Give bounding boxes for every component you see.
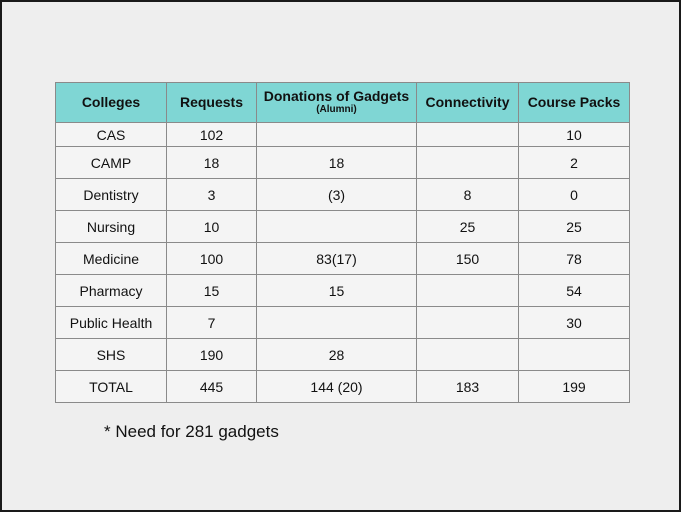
cell-course-packs: 10 <box>519 123 630 147</box>
slide <box>2 2 679 510</box>
cell-donations: 28 <box>257 339 417 371</box>
gadget-need-note: * Need for 281 gadgets <box>104 422 279 441</box>
cell-requests: 100 <box>167 243 257 275</box>
cell-requests: 102 <box>167 123 257 147</box>
table-row <box>56 123 630 147</box>
header-donations <box>257 83 417 123</box>
cell-course-packs: 78 <box>519 243 630 275</box>
cell-course-packs: 25 <box>519 211 630 243</box>
cell-donations: 15 <box>257 275 417 307</box>
cell-college: Pharmacy <box>56 275 167 307</box>
cell-course-packs: 0 <box>519 179 630 211</box>
cell-donations <box>257 123 417 147</box>
cell-requests: 7 <box>167 307 257 339</box>
cell-college: Dentistry <box>56 179 167 211</box>
cell-donations: (3) <box>257 179 417 211</box>
header-donations-label: Donations of Gadgets <box>263 88 410 104</box>
cell-college: SHS <box>56 339 167 371</box>
cell-donations: 83(17) <box>257 243 417 275</box>
cell-requests: 18 <box>167 147 257 179</box>
cell-donations <box>257 211 417 243</box>
cell-college: CAS <box>56 123 167 147</box>
cell-connectivity <box>417 339 519 371</box>
cell-college: CAMP <box>56 147 167 179</box>
cell-requests: 190 <box>167 339 257 371</box>
cell-college: Medicine <box>56 243 167 275</box>
cell-donations <box>257 307 417 339</box>
table-row <box>56 307 630 339</box>
header-connectivity: Connectivity <box>417 83 519 123</box>
cell-donations: 144 (20) <box>257 371 417 403</box>
cell-connectivity: 183 <box>417 371 519 403</box>
header-colleges: Colleges <box>56 83 167 123</box>
cell-college: Nursing <box>56 211 167 243</box>
cell-requests: 445 <box>167 371 257 403</box>
header-requests: Requests <box>167 83 257 123</box>
table-row <box>56 339 630 371</box>
cell-donations: 18 <box>257 147 417 179</box>
header-course-packs: Course Packs <box>519 83 630 123</box>
gadget-requests-table <box>55 82 630 403</box>
cell-requests: 3 <box>167 179 257 211</box>
cell-course-packs: 54 <box>519 275 630 307</box>
cell-connectivity <box>417 147 519 179</box>
cell-connectivity: 150 <box>417 243 519 275</box>
table-row <box>56 147 630 179</box>
cell-course-packs: 2 <box>519 147 630 179</box>
cell-connectivity <box>417 307 519 339</box>
table-row <box>56 211 630 243</box>
cell-course-packs: 30 <box>519 307 630 339</box>
cell-connectivity: 25 <box>417 211 519 243</box>
table-row <box>56 243 630 275</box>
header-donations-sublabel: (Alumni) <box>316 104 357 115</box>
cell-college: Public Health <box>56 307 167 339</box>
table-row <box>56 275 630 307</box>
table-row <box>56 179 630 211</box>
cell-connectivity: 8 <box>417 179 519 211</box>
cell-college: TOTAL <box>56 371 167 403</box>
cell-course-packs: 199 <box>519 371 630 403</box>
cell-connectivity <box>417 123 519 147</box>
table-total-row <box>56 371 630 403</box>
cell-requests: 15 <box>167 275 257 307</box>
table-header-row <box>56 83 630 123</box>
cell-course-packs <box>519 339 630 371</box>
cell-requests: 10 <box>167 211 257 243</box>
cell-connectivity <box>417 275 519 307</box>
